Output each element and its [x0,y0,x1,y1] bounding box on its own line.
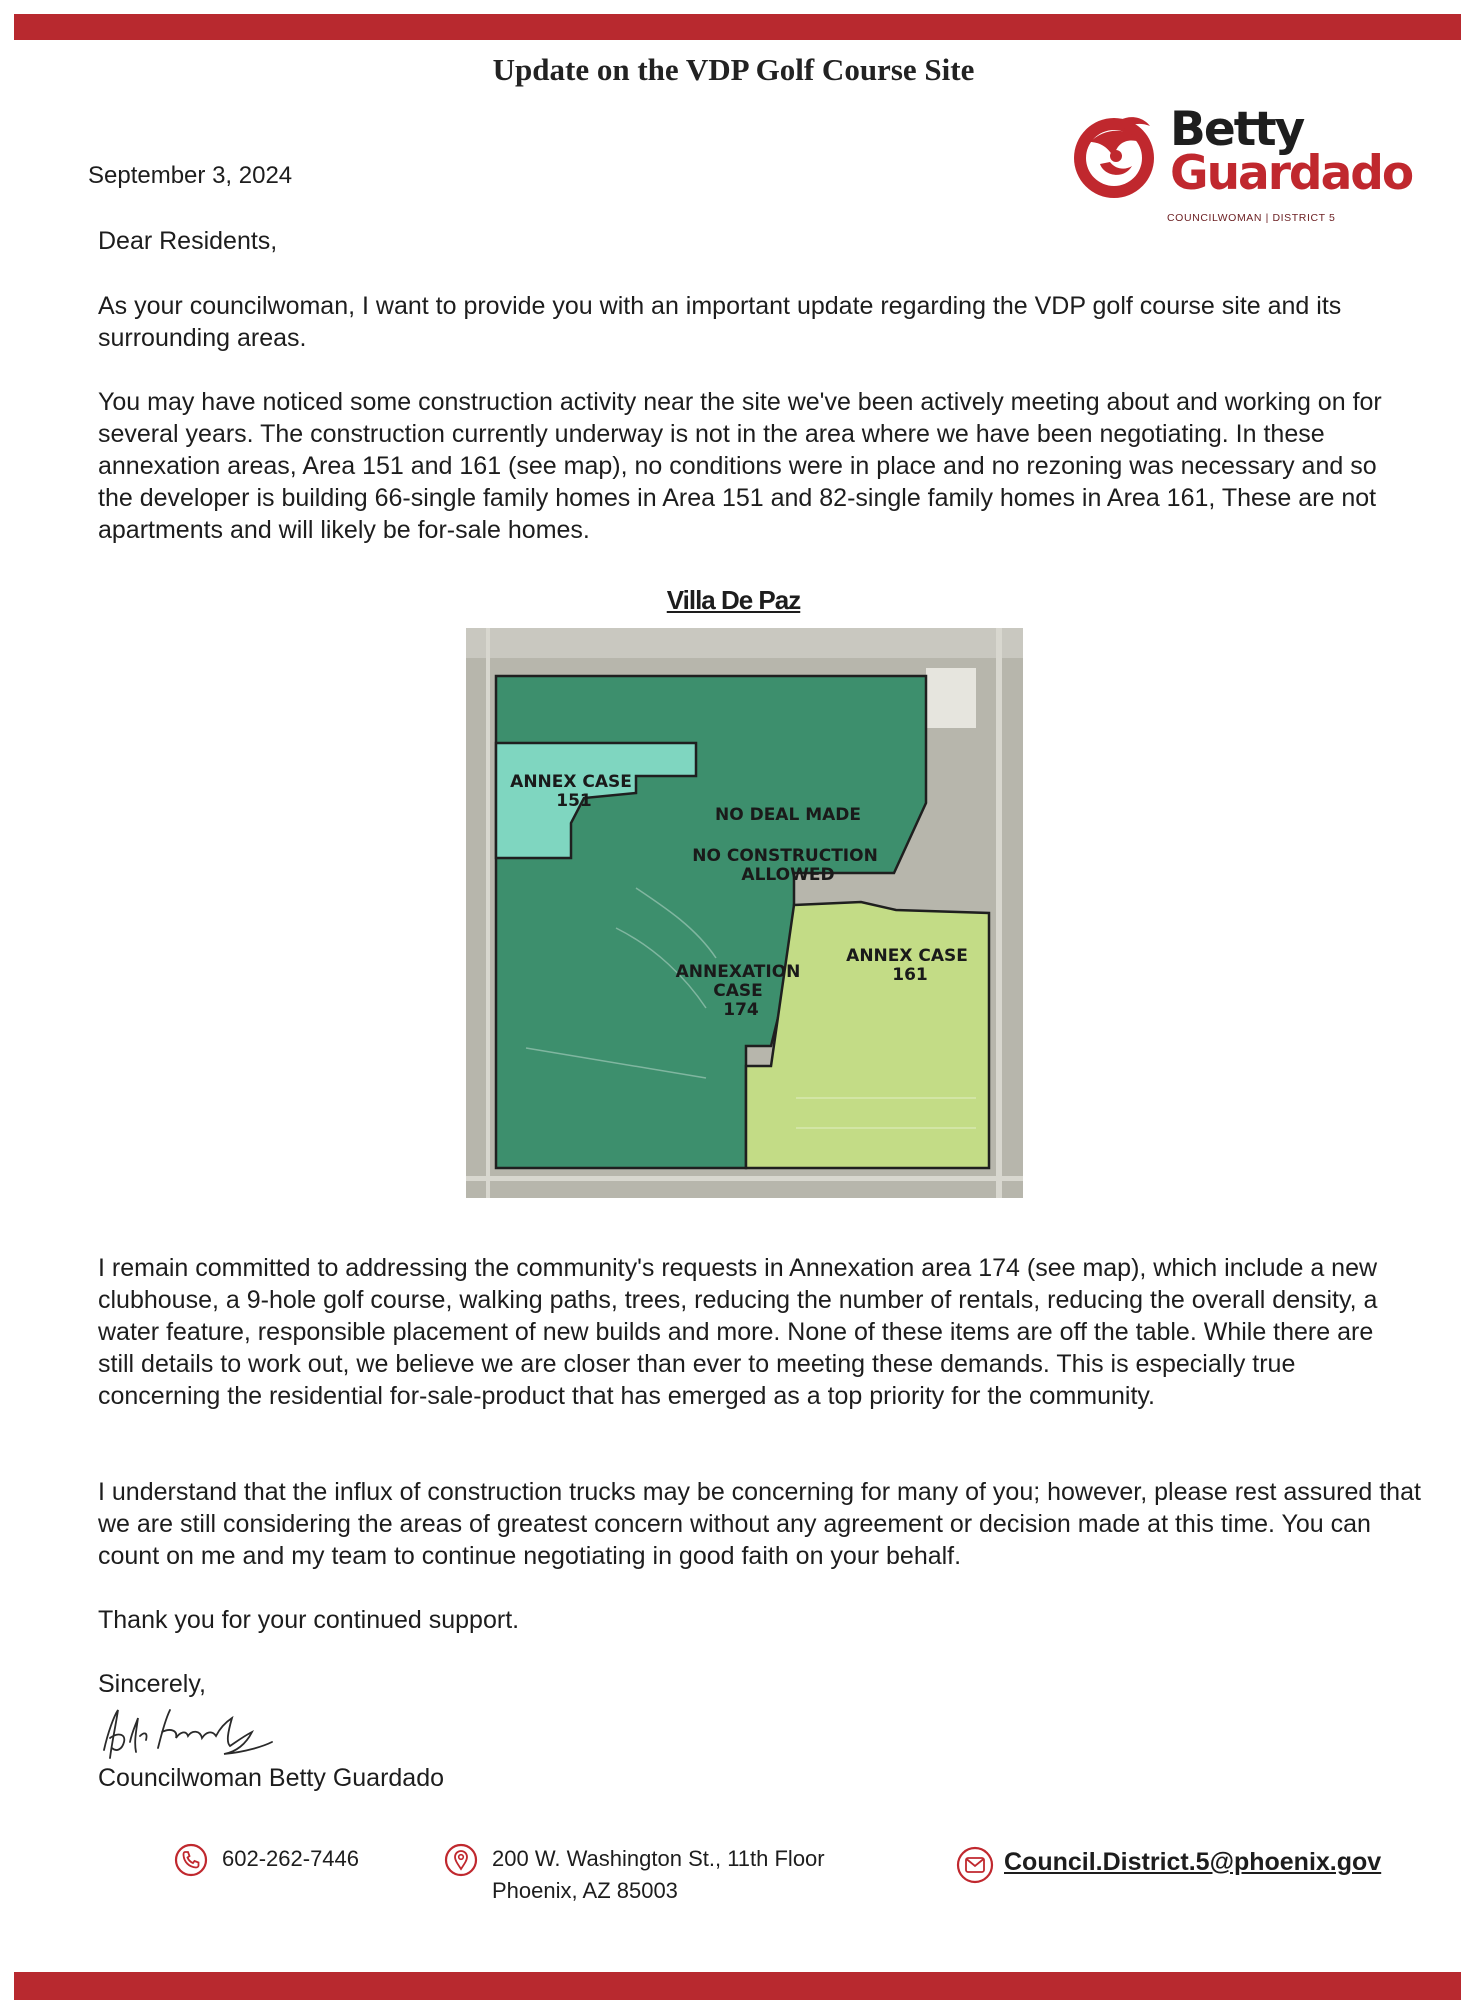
map-title: Villa De Paz [666,585,801,615]
signature-image [96,1702,276,1769]
phone-icon [174,1843,208,1886]
signer-name: Councilwoman Betty Guardado [98,1764,445,1792]
bottom-accent-bar [14,1972,1461,2000]
paragraph-1: As your councilwoman, I want to provide you with an important update regarding the VDP golf course site and its surrounding areas. [98,292,1342,352]
email-link[interactable]: Council.District.5@phoenix.gov [1004,1848,1382,1876]
address-line-1: 200 W. Washington St., 11th Floor [492,1846,825,1871]
phoenix-logo-icon [1070,112,1162,204]
label-annex-151: ANNEX CASE 151 [510,772,632,811]
thanks-line: Thank you for your continued support. [98,1606,520,1634]
phone-number[interactable]: 602-262-7446 [222,1846,360,1871]
logo [1070,102,1413,228]
address-line-2: Phoenix, AZ 85003 [492,1878,678,1903]
label-annex-161: ANNEX CASE 161 [846,946,968,985]
label-annexation-174: ANNEXATION CASE 174 [675,962,801,1020]
label-no-deal-made: NO DEAL MADE [714,805,862,825]
logo-name: Betty Guardado [1170,102,1413,201]
location-pin-icon [444,1843,478,1886]
closing: Sincerely, [98,1670,206,1698]
greeting: Dear Residents, [98,227,278,255]
zoning-map [466,628,1023,1198]
top-accent-bar [14,14,1461,40]
email-icon [956,1846,994,1893]
paragraph-2: You may have noticed some construction activity near the site we've been actively meeting about and working on for several years. The construction currently underway is not in the area where we have been negotiating. In these annexation areas, Area 151 and 161 (see map), no conditions were in place and no rezoning was necessary and so the developer is building 66-single family homes in Area 151 and 82-single family homes in Area 161, These are not apartments and will likely be for-sale homes. [98,388,1382,544]
letter-date: September 3, 2024 [88,162,293,189]
page-title: Update on the VDP Golf Course Site [492,52,975,87]
paragraph-4: I understand that the influx of construction trucks may be concerning for many of you; however, please rest assured that we are still considering the areas of greatest concern without any agreement or decision made at this time. You can count on me and my team to continue negotiating in good faith on your behalf. [98,1478,1421,1570]
label-no-construction: NO CONSTRUCTION ALLOWED [692,846,878,885]
logo-subtitle: COUNCILWOMAN | DISTRICT 5 [1167,212,1336,224]
paragraph-3: I remain committed to addressing the community's requests in Annexation area 174 (see map), which include a new clubhouse, a 9-hole golf course, walking paths, trees, reducing the number of rentals, reducing the overall density, a water feature, responsible placement of new builds and more. None of these items are off the table. While there are still details to work out, we believe we are closer than ever to meeting these demands. This is especially true concerning the residential for-sale-product that has emerged as a top priority for the community. [98,1254,1378,1410]
